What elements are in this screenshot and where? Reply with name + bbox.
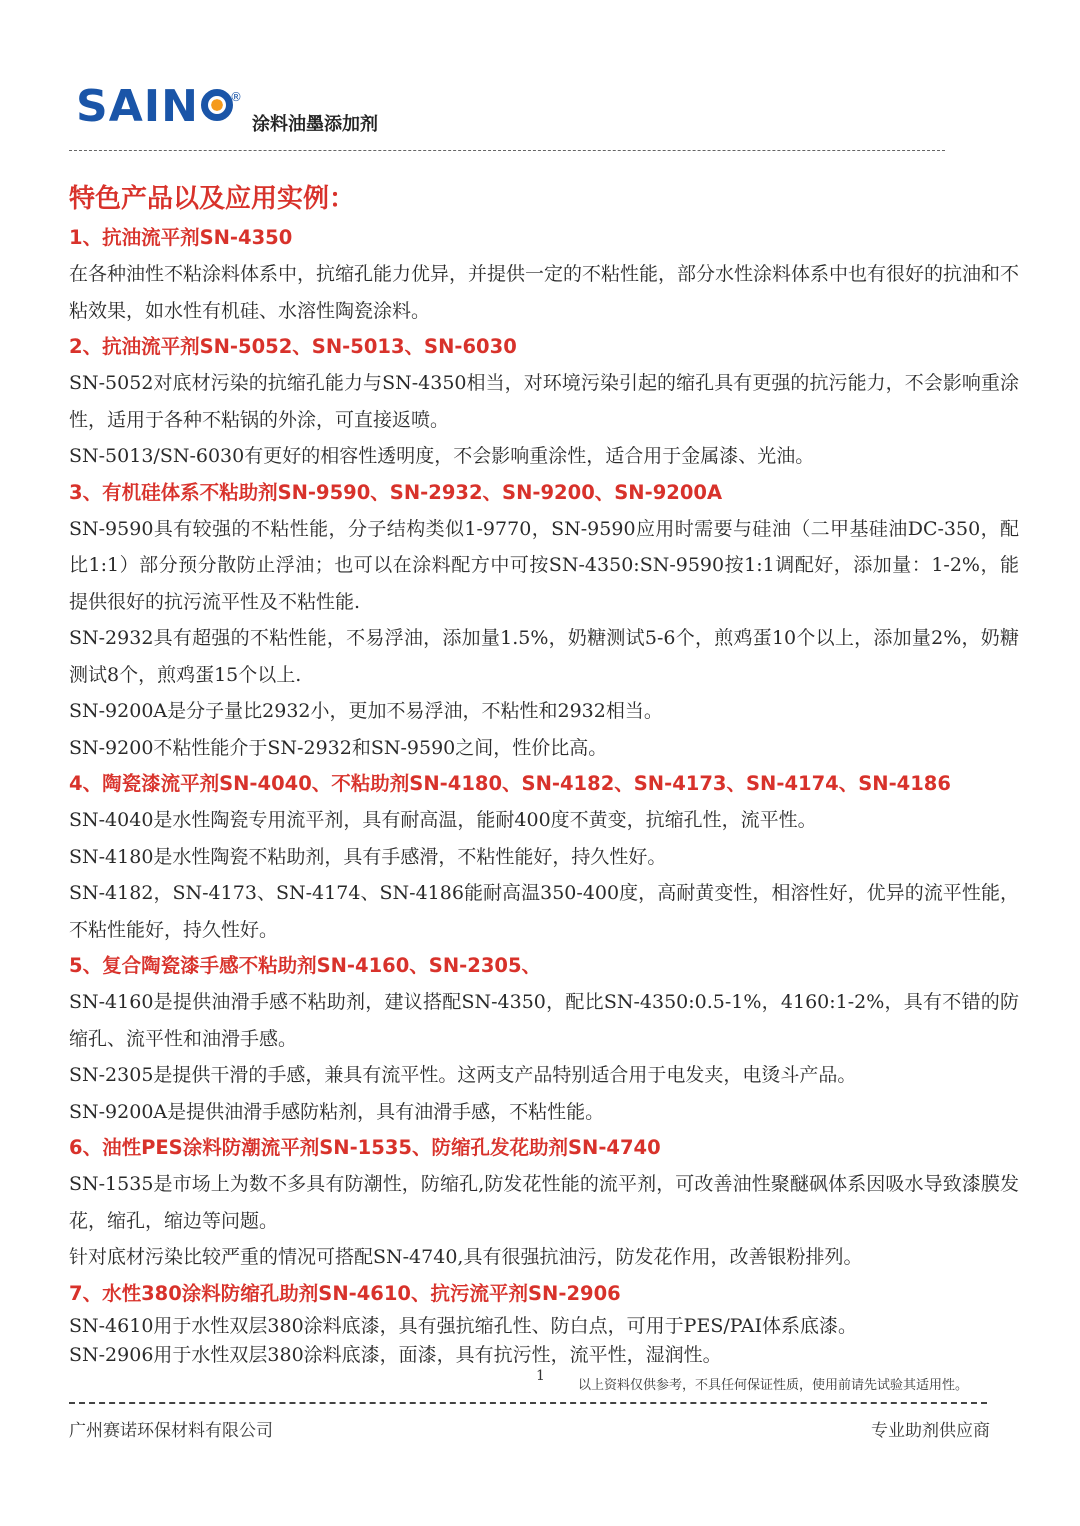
paragraph: SN-2906用于水性双层380涂料底漆，面漆，具有抗污性，流平性，湿润性。 xyxy=(69,1343,722,1366)
paragraph: SN-9200不粘性能介于SN-2932和SN-9590之间，性价比高。 xyxy=(69,736,608,759)
page-number: 1 xyxy=(536,1368,545,1384)
section-3 xyxy=(69,475,1019,767)
section-title: 1、抗油流平剂SN-4350 xyxy=(69,226,293,249)
section-title: 7、水性380涂料防缩孔助剂SN-4610、抗污流平剂SN-2906 xyxy=(69,1281,621,1305)
company-logo xyxy=(76,81,242,132)
footer-divider xyxy=(69,1402,987,1404)
section-title: 2、抗油流平剂SN-5052、SN-5013、SN-6030 xyxy=(69,335,517,358)
logo-text: SAIN xyxy=(76,81,199,132)
paragraph: SN-5013/SN-6030有更好的相容性透明度，不会影响重涂性，适合用于金属漆、光油。 xyxy=(69,445,815,467)
section-6 xyxy=(69,1130,1019,1276)
section-title: 4、陶瓷漆流平剂SN-4040、不粘助剂SN-4180、SN-4182、SN-4173、SN-4174、SN-4186 xyxy=(69,772,951,795)
section-1 xyxy=(69,220,1019,329)
paragraph: SN-1535是市场上为数不多具有防潮性，防缩孔,防发花性能的流平剂，可改善油性聚醚砜体系因吸水导致漆膜发花，缩孔，缩边等问题。 xyxy=(69,1173,1019,1232)
paragraph: SN-4182，SN-4173、SN-4174、SN-4186能耐高温350-400度，高耐黄变性，相溶性好，优异的流平性能，不粘性能好，持久性好。 xyxy=(69,882,1019,941)
registered-mark: ® xyxy=(229,90,242,104)
page-heading: 特色产品以及应用实例： xyxy=(69,184,356,214)
paragraph: SN-5052对底材污染的抗缩孔能力与SN-4350相当，对环境污染引起的缩孔具有更强的抗污能力，不会影响重涂性，适用于各种不粘锅的外涂，可直接返喷。 xyxy=(69,372,1019,431)
company-name: 广州赛诺环保材料有限公司 xyxy=(69,1421,273,1441)
paragraph: SN-9200A是分子量比2932小，更加不易浮油，不粘性和2932相当。 xyxy=(69,700,663,722)
section-title: 6、油性PES涂料防潮流平剂SN-1535、防缩孔发花助剂SN-4740 xyxy=(69,1136,661,1159)
main-content xyxy=(69,180,1019,1370)
section-title: 5、复合陶瓷漆手感不粘助剂SN-4160、SN-2305、 xyxy=(69,954,542,977)
paragraph: SN-4160是提供油滑手感不粘助剂，建议搭配SN-4350，配比SN-4350:0.5-1%，4160:1-2%，具有不错的防缩孔、流平性和油滑手感。 xyxy=(69,991,1019,1050)
paragraph: SN-2305是提供干滑的手感，兼具有流平性。这两支产品特别适合用于电发夹，电烫斗产品。 xyxy=(69,1064,857,1086)
section-7 xyxy=(69,1276,1019,1370)
paragraph: SN-4180是水性陶瓷不粘助剂，具有手感滑，不粘性能好，持久性好。 xyxy=(69,845,667,868)
footer-disclaimer: 以上资料仅供参考，不具任何保证性质，使用前请先试验其适用性。 xyxy=(578,1378,969,1393)
paragraph: SN-4040是水性陶瓷专用流平剂，具有耐高温，能耐400度不黄变，抗缩孔性，流平性。 xyxy=(69,809,817,831)
paragraph: SN-4610用于水性双层380涂料底漆，具有强抗缩孔性、防白点，可用于PES/PAI体系底漆。 xyxy=(69,1314,858,1337)
footer-slogan: 专业助剂供应商 xyxy=(871,1421,990,1441)
paragraph: 针对底材污染比较严重的情况可搭配SN-4740,具有很强抗油污，防发花作用，改善银粉排列。 xyxy=(69,1246,863,1268)
header-divider xyxy=(69,150,945,151)
section-title: 3、有机硅体系不粘助剂SN-9590、SN-2932、SN-9200、SN-9200A xyxy=(69,480,723,504)
section-4 xyxy=(69,766,1019,948)
paragraph: SN-2932具有超强的不粘性能，不易浮油，添加量1.5%，奶糖测试5-6个，煎鸡蛋10个以上，添加量2%，奶糖测试8个，煎鸡蛋15个以上. xyxy=(69,627,1019,686)
header-tagline: 涂料油墨添加剂 xyxy=(252,114,378,135)
section-5 xyxy=(69,948,1019,1130)
logo-o-mark xyxy=(201,89,242,121)
paragraph: SN-9590具有较强的不粘性能，分子结构类似1-9770，SN-9590应用时需要与硅油（二甲基硅油DC-350，配比1:1）部分预分散防止浮油；也可以在涂料配方中可按SN-4350:SN-9590按1:1调配好，添加量：1-2%，能提供很好的抗污流平性及不粘性能. xyxy=(69,517,1019,613)
paragraph: 在各种油性不粘涂料体系中，抗缩孔能力优异，并提供一定的不粘性能，部分水性涂料体系中也有很好的抗油和不粘效果，如水性有机硅、水溶性陶瓷涂料。 xyxy=(69,263,1020,322)
paragraph: SN-9200A是提供油滑手感防粘剂，具有油滑手感，不粘性能。 xyxy=(69,1100,605,1123)
section-2 xyxy=(69,329,1019,475)
